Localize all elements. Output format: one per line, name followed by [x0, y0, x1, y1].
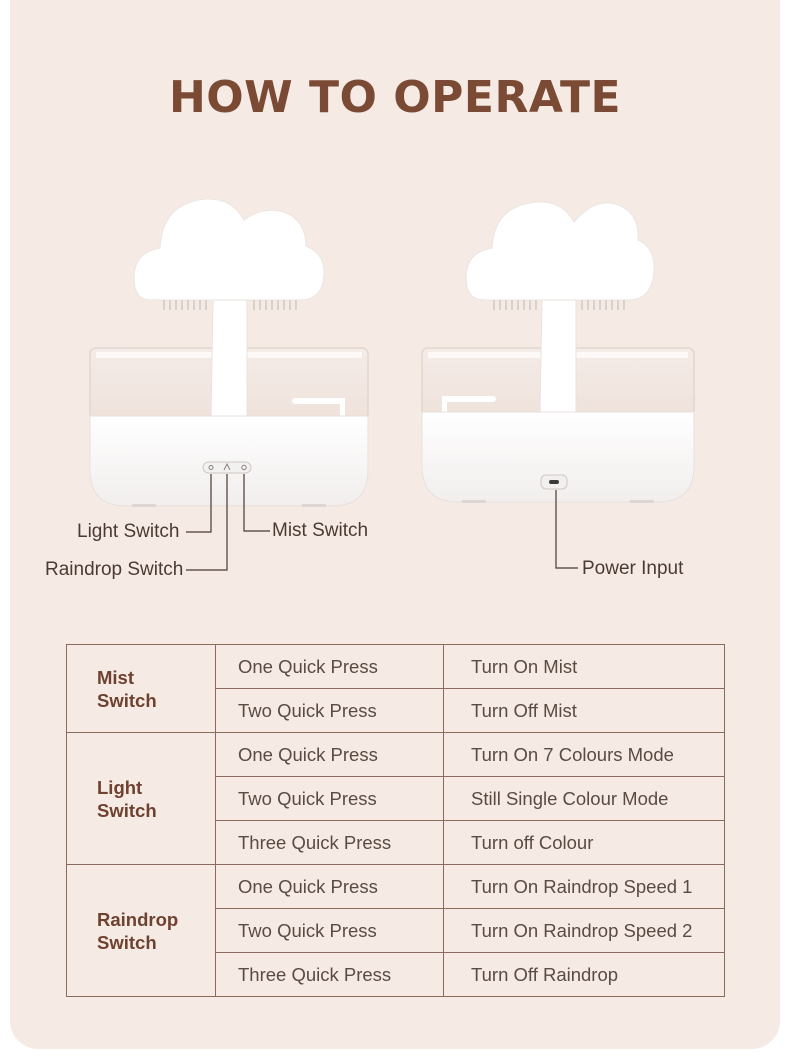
raindrop-switch-label: Raindrop Switch	[45, 559, 184, 580]
group-mist-switch: Mist Switch	[67, 645, 216, 733]
operation-table	[66, 644, 725, 997]
group-raindrop-switch: Raindrop Switch	[67, 865, 216, 997]
result-cell: Still Single Colour Mode	[444, 777, 725, 821]
result-cell: Turn On 7 Colours Mode	[444, 733, 725, 777]
result-cell: Turn Off Raindrop	[444, 953, 725, 997]
result-cell: Turn Off Mist	[444, 689, 725, 733]
press-cell: Three Quick Press	[216, 953, 444, 997]
press-cell: Two Quick Press	[216, 689, 444, 733]
cloud-icon	[466, 202, 654, 310]
power-input-label: Power Input	[582, 558, 684, 579]
result-cell: Turn off Colour	[444, 821, 725, 865]
power-port-icon	[549, 480, 559, 484]
press-cell: One Quick Press	[216, 865, 444, 909]
table-row	[67, 645, 725, 689]
press-cell: One Quick Press	[216, 733, 444, 777]
table-row	[67, 865, 725, 909]
result-cell: Turn On Raindrop Speed 1	[444, 865, 725, 909]
mist-switch-label: Mist Switch	[272, 520, 369, 541]
press-cell: Three Quick Press	[216, 821, 444, 865]
device-front-view	[90, 199, 368, 570]
result-cell: Turn On Mist	[444, 645, 725, 689]
table-row	[67, 733, 725, 777]
press-cell: One Quick Press	[216, 645, 444, 689]
press-cell: Two Quick Press	[216, 777, 444, 821]
press-cell: Two Quick Press	[216, 909, 444, 953]
light-switch-label: Light Switch	[77, 521, 180, 542]
group-light-switch: Light Switch	[67, 733, 216, 865]
cloud-icon	[134, 199, 324, 310]
device-back-view	[422, 202, 694, 568]
page-title: HOW TO OPERATE	[168, 72, 622, 123]
result-cell: Turn On Raindrop Speed 2	[444, 909, 725, 953]
